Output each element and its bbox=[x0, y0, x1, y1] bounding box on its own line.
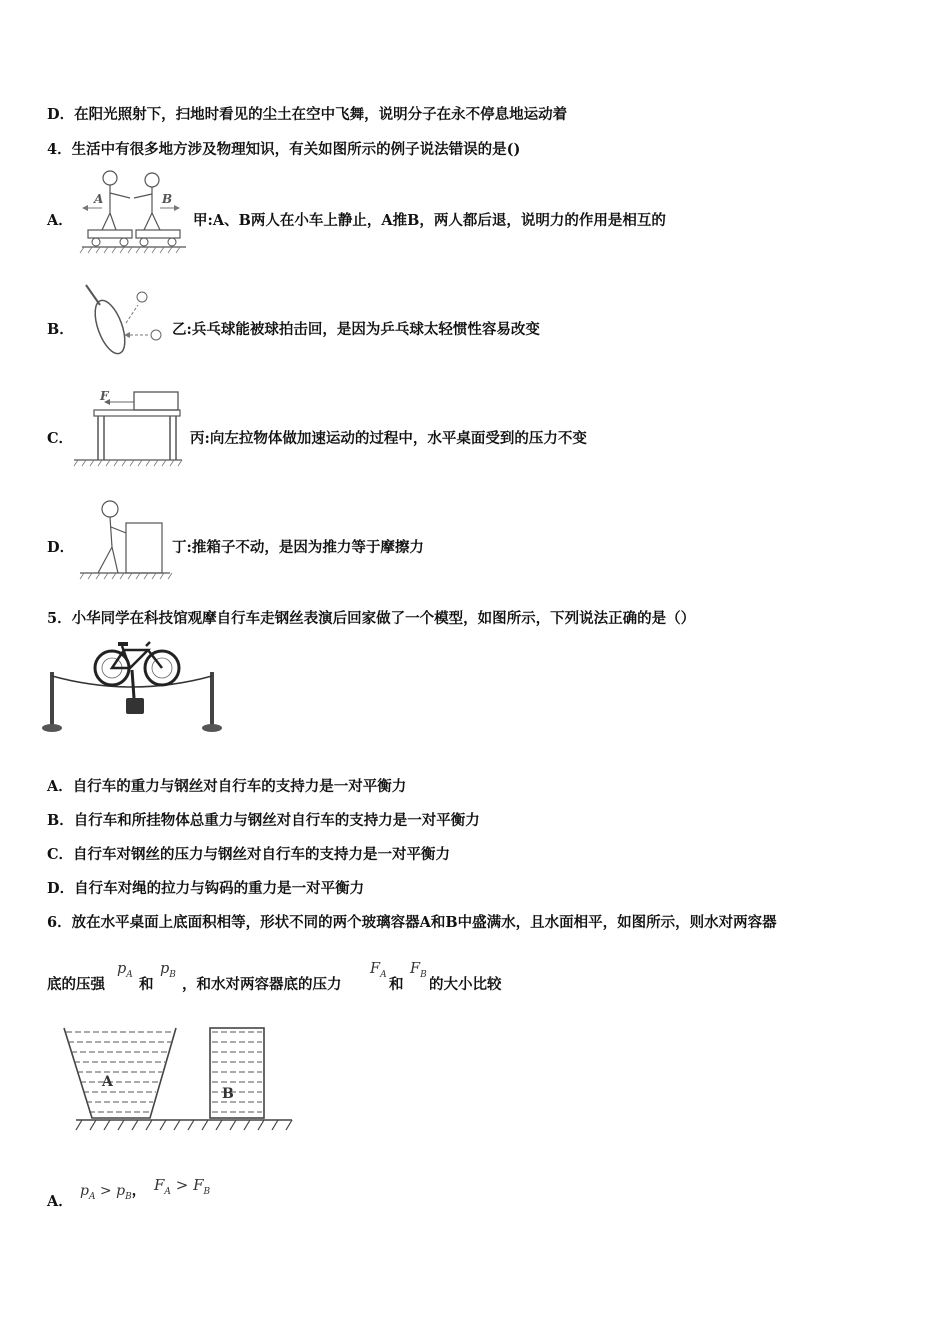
question-6-stem bbox=[47, 911, 777, 932]
q4-option-d-label: D． bbox=[47, 539, 75, 556]
q6-stem-line2-c: 的大小比较 bbox=[429, 976, 502, 993]
q4-option-a-label: A． bbox=[47, 212, 73, 229]
symbol-fa: $F_A$ bbox=[370, 961, 387, 980]
option-label: A． bbox=[47, 778, 73, 795]
q4-option-c-text: 丙:向左拉物体做加速运动的过程中，水平桌面受到的压力不变 bbox=[190, 430, 587, 447]
symbol-pb: $p_B$ bbox=[160, 961, 176, 980]
option-label: D． bbox=[47, 106, 75, 123]
container-b-label: B bbox=[222, 1086, 234, 1102]
question-number: 4． bbox=[47, 141, 72, 158]
symbol-pa: $p_A$ bbox=[117, 961, 133, 980]
option-text: 自行车对绳的拉力与钩码的重力是一对平衡力 bbox=[74, 880, 365, 897]
symbol-fb: $F_B$ bbox=[410, 961, 427, 980]
option-label: D． bbox=[47, 880, 75, 897]
question-number: 5． bbox=[47, 610, 72, 627]
q5-option-c bbox=[47, 843, 450, 864]
prev-option-d bbox=[47, 103, 567, 124]
container-a-label: A bbox=[102, 1074, 113, 1090]
option-text: 自行车和所挂物体总重力与钢丝对自行车的支持力是一对平衡力 bbox=[73, 812, 480, 829]
q6-and-2: 和 bbox=[389, 976, 404, 993]
question-text: 生活中有很多地方涉及物理知识，有关如图所示的例子说法错误的是() bbox=[71, 141, 521, 158]
question-4-stem bbox=[47, 138, 520, 159]
q6-option-a-label: A． bbox=[47, 1193, 73, 1210]
q4-option-c-label: C． bbox=[47, 430, 74, 447]
question-text: 放在水平桌面上底面积相等，形状不同的两个玻璃容器A和B中盛满水，且水面相平，如图所示，则水对两容器 bbox=[71, 914, 777, 931]
q6-option-a-math-2: $F_A > F_B$ bbox=[154, 1176, 211, 1197]
figure-push-box bbox=[80, 497, 172, 583]
q6-and-1: 和 bbox=[139, 976, 154, 993]
label-b: B bbox=[162, 192, 173, 206]
figure-bicycle-on-wire bbox=[44, 632, 224, 737]
option-text: 自行车的重力与钢丝对自行车的支持力是一对平衡力 bbox=[72, 778, 407, 795]
q5-option-a bbox=[47, 775, 406, 796]
label-f: F bbox=[100, 389, 109, 403]
figure-containers bbox=[72, 1022, 298, 1138]
q6-stem-line2-a: 底的压强 bbox=[47, 976, 105, 993]
question-5-stem bbox=[47, 607, 695, 628]
option-label: B． bbox=[47, 812, 74, 829]
q6-stem-line2-b: ，和水对两容器底的压力 bbox=[182, 976, 342, 993]
q6-option-a-math: $p_A > p_B$， bbox=[80, 1183, 146, 1202]
question-text: 小华同学在科技馆观摩自行车走钢丝表演后回家做了一个模型，如图所示，下列说法正确的是（） bbox=[71, 610, 696, 627]
figure-push-carts bbox=[80, 168, 190, 260]
q4-option-a-text: 甲:A、B两人在小车上静止，A推B，两人都后退，说明力的作用是相互的 bbox=[193, 212, 666, 229]
option-text: 在阳光照射下，扫地时看见的尘土在空中飞舞，说明分子在永不停息地运动着 bbox=[74, 106, 568, 123]
option-label: C． bbox=[47, 846, 74, 863]
figure-table-block bbox=[74, 390, 184, 470]
q4-option-b-text: 乙:兵乓球能被球拍击回，是因为乒乓球太轻惯性容易改变 bbox=[172, 321, 540, 338]
question-number: 6． bbox=[47, 914, 72, 931]
q5-option-b bbox=[47, 809, 480, 830]
figure-ping-pong-paddle bbox=[78, 283, 173, 368]
option-text: 自行车对钢丝的压力与钢丝对自行车的支持力是一对平衡力 bbox=[73, 846, 451, 863]
label-a: A bbox=[94, 192, 104, 206]
q4-option-b-label: B． bbox=[47, 321, 74, 338]
q5-option-d bbox=[47, 877, 364, 898]
q4-option-d-text: 丁:推箱子不动，是因为推力等于摩擦力 bbox=[172, 539, 424, 556]
